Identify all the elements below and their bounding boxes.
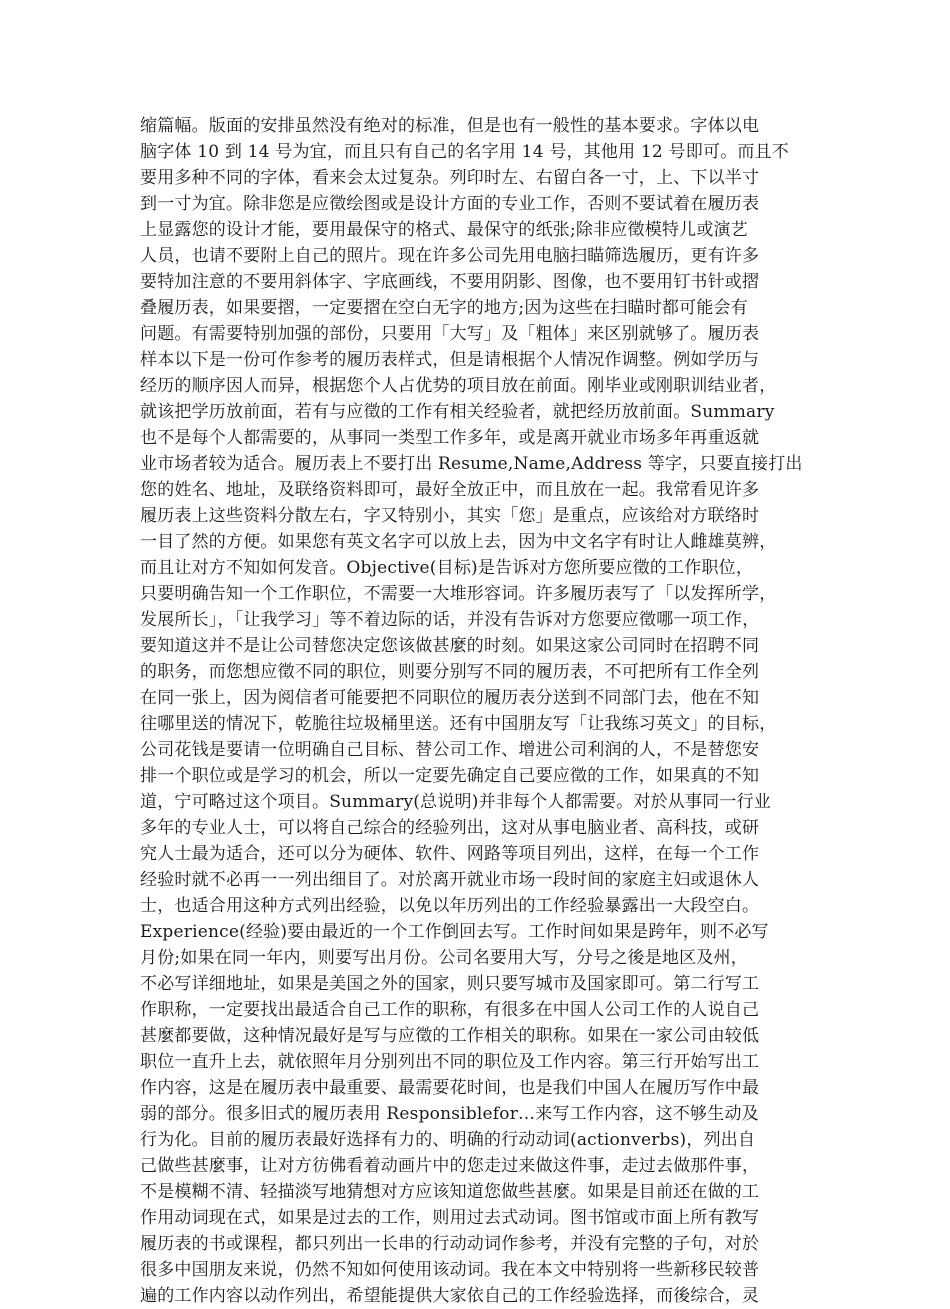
text-line: 要特加注意的不要用斜体字、字底画线，不要用阴影、图像，也不要用钉书针或摺	[140, 272, 760, 292]
text-line: 排一个职位或是学习的机会，所以一定要先确定自己要应徵的工作，如果真的不知	[140, 766, 760, 786]
text-line: 履历表上这些资料分散左右，字又特别小，其实「您」是重点，应该给对方联络时	[140, 506, 760, 526]
text-line: 士，也适合用这种方式列出经验，以免以年历列出的工作经验暴露出一大段空白。	[140, 896, 760, 916]
text-line: 脑字体 10 到 14 号为宜，而且只有自己的名字用 14 号，其他用 12 号即可。而且不	[140, 142, 789, 162]
text-line: 作职称，一定要找出最适合自己工作的职称，有很多在中国人公司工作的人说自己	[140, 1000, 760, 1020]
text-line: 甚麼都要做，这种情况最好是写与应徵的工作相关的职称。如果在一家公司由较低	[140, 1026, 760, 1046]
text-line: 不是模糊不清、轻描淡写地猜想对方应该知道您做些甚麼。如果是目前还在做的工	[140, 1182, 760, 1202]
text-line: 发展所长」，「让我学习」等不着边际的话，并没有告诉对方您要应徵哪一项工作，	[140, 610, 760, 630]
text-line: 作用动词现在式，如果是过去的工作，则用过去式动词。图书馆或市面上所有教写	[140, 1208, 760, 1228]
text-line: 上显露您的设计才能，要用最保守的格式、最保守的纸张;除非应徵模特儿或演艺	[140, 220, 748, 240]
text-line: 就该把学历放前面，若有与应徵的工作有相关经验者，就把经历放前面。Summary	[140, 402, 775, 422]
text-line: Experience(经验)要由最近的一个工作倒回去写。工作时间如果是跨年，则不必写	[140, 922, 769, 942]
text-line: 经验时就不必再一一列出细目了。对於离开就业市场一段时间的家庭主妇或退休人	[140, 870, 760, 890]
text-line: 行为化。目前的履历表最好选择有力的、明确的行动动词(actionverbs)，列出自	[140, 1130, 756, 1150]
text-line: 业市场者较为适合。履历表上不要打出 Resume,Name,Address 等字，只要直接打出	[140, 454, 803, 474]
text-line: 不必写详细地址，如果是美国之外的国家，则只要写城市及国家即可。第二行写工	[140, 974, 760, 994]
text-line: 究人士最为适合，还可以分为硬体、软件、网路等项目列出，这样，在每一个工作	[140, 844, 760, 864]
text-line: 您的姓名、地址，及联络资料即可，最好全放正中，而且放在一起。我常看见许多	[140, 480, 760, 500]
text-line: 只要明确告知一个工作职位，不需要一大堆形容词。许多履历表写了「以发挥所学，	[140, 584, 777, 604]
text-line: 作内容，这是在履历表中最重要、最需要花时间，也是我们中国人在履历写作中最	[140, 1078, 760, 1098]
text-line: 弱的部分。很多旧式的履历表用 Responsiblefor…来写工作内容，这不够生动及	[140, 1104, 759, 1124]
text-line: 样本以下是一份可作参考的履历表样式，但是请根据个人情况作调整。例如学历与	[140, 350, 760, 370]
text-line: 公司花钱是要请一位明确自己目标、替公司工作、增进公司利润的人，不是替您安	[140, 740, 760, 760]
text-line: 也不是每个人都需要的，从事同一类型工作多年，或是离开就业市场多年再重返就	[140, 428, 760, 448]
text-line: 遍的工作内容以动作列出，希望能提供大家依自己的工作经验选择，而後综合，灵	[140, 1286, 760, 1306]
text-line: 己做些甚麼事，让对方彷佛看着动画片中的您走过来做这件事，走过去做那件事，	[140, 1156, 760, 1176]
text-line: 到一寸为宜。除非您是应徵绘图或是设计方面的专业工作，否则不要试着在履历表	[140, 194, 760, 214]
text-line: 经历的顺序因人而异，根据您个人占优势的项目放在前面。刚毕业或刚职训结业者，	[140, 376, 777, 396]
text-line: 道，宁可略过这个项目。Summary(总说明)并非每个人都需要。对於从事同一行业	[140, 792, 771, 812]
text-line: 要知道这并不是让公司替您决定您该做甚麼的时刻。如果这家公司同时在招聘不同	[140, 636, 760, 656]
text-line: 叠履历表，如果要摺，一定要摺在空白无字的地方;因为这些在扫瞄时都可能会有	[140, 298, 748, 318]
text-line: 一目了然的方便。如果您有英文名字可以放上去，因为中文名字有时让人雌雄莫辨，	[140, 532, 777, 552]
text-line: 往哪里送的情况下，乾脆往垃圾桶里送。还有中国朋友写「让我练习英文」的目标，	[140, 714, 777, 734]
text-line: 人员，也请不要附上自己的照片。现在许多公司先用电脑扫瞄筛选履历，更有许多	[140, 246, 760, 266]
text-line: 月份;如果在同一年内，则要写出月份。公司名要用大写，分号之後是地区及州，	[140, 948, 748, 968]
text-line: 缩篇幅。版面的安排虽然没有绝对的标准，但是也有一般性的基本要求。字体以电	[140, 116, 760, 136]
text-line: 而且让对方不知如何发音。Objective(目标)是告诉对方您所要应徵的工作职位，	[140, 558, 754, 578]
text-line: 问题。有需要特别加强的部份，只要用「大写」及「粗体」来区别就够了。履历表	[140, 324, 760, 344]
text-line: 职位一直升上去，就依照年月分别列出不同的职位及工作内容。第三行开始写出工	[140, 1052, 760, 1072]
text-line: 要用多种不同的字体，看来会太过复杂。列印时左、右留白各一寸，上、下以半寸	[140, 168, 760, 188]
text-line: 履历表的书或课程，都只列出一长串的行动动词作参考，并没有完整的子句，对於	[140, 1234, 760, 1254]
text-line: 在同一张上，因为阅信者可能要把不同职位的履历表分送到不同部门去，他在不知	[140, 688, 760, 708]
text-line: 的职务，而您想应徵不同的职位，则要分别写不同的履历表，不可把所有工作全列	[140, 662, 760, 682]
text-line: 很多中国朋友来说，仍然不知如何使用该动词。我在本文中特别将一些新移民较普	[140, 1260, 760, 1280]
text-line: 多年的专业人士，可以将自己综合的经验列出，这对从事电脑业者、高科技，或研	[140, 818, 760, 838]
body-text	[140, 113, 830, 1309]
